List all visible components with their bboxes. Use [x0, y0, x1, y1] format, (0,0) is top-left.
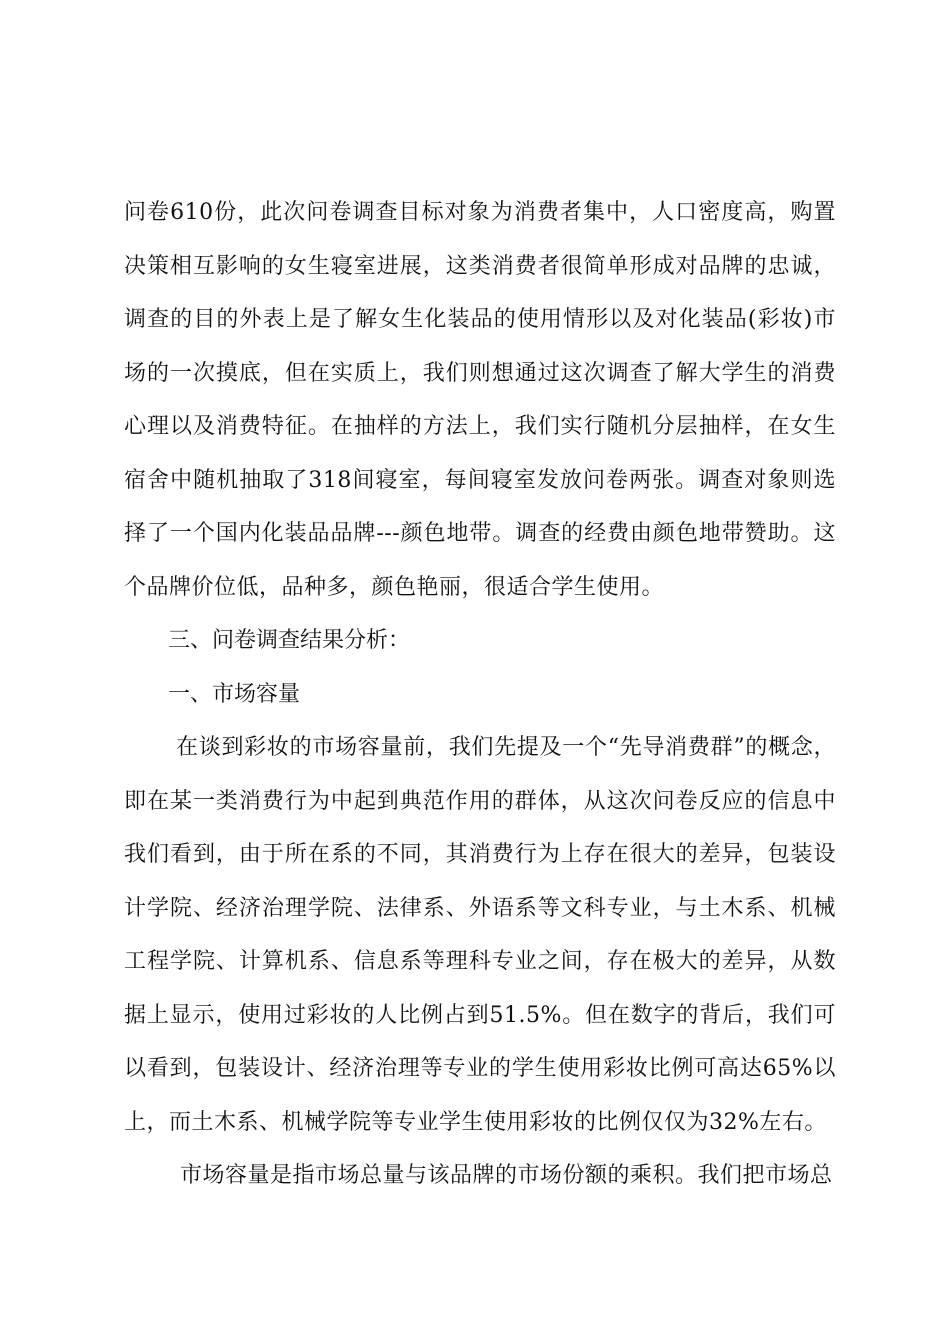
paragraph-market-capacity-definition: 市场容量是指市场总量与该品牌的市场份额的乘积。我们把市场总: [180, 1163, 833, 1188]
paragraph-survey-method: 问卷610份，此次问卷调查目标对象为消费者集中，人口密度高，购置决策相互影响的女生寝室进展，这类消费者很简单形成对品牌的忠诚，调查的目的外表上是了解女生化装品的使用情形以及对化装品(彩妆)市场的一次摸底，但在实质上，我们则想通过这次调查了解大学生的消费心理以及消费特征。在抽样的方法上，我们实行随机分层抽样，在女生宿舍中随机抽取了318间寝室，每间寝室发放问卷两张。调查对象则选择了一个国内化装品品牌---颜色地带。调查的经费由颜色地带赞助。这个品牌价位低，品种多，颜色艳丽，很适合学生使用。: [124, 200, 836, 600]
section-heading-results: 三、问卷调查结果分析：: [168, 628, 411, 653]
document-body: [124, 186, 836, 1203]
paragraph-leading-consumers: 在谈到彩妆的市场容量前，我们先提及一个“先导消费群”的概念，即在某一类消费行为中起到典范作用的群体，从这次问卷反应的信息中我们看到，由于所在系的不同，其消费行为上存在很大的差异，包装设计学院、经济治理学院、法律系、外语系等文科专业，与土木系、机械工程学院、计算机系、信息系等理科专业之间，存在极大的差异，从数据上显示，使用过彩妆的人比例占到51.5%。但在数字的背后，我们可以看到，包装设计、经济治理等专业的学生使用彩妆比例可高达65%以上，而土木系、机械学院等专业学生使用彩妆的比例仅仅为32%左右。: [124, 735, 836, 1135]
subsection-heading-market-capacity: 一、市场容量: [168, 681, 301, 707]
